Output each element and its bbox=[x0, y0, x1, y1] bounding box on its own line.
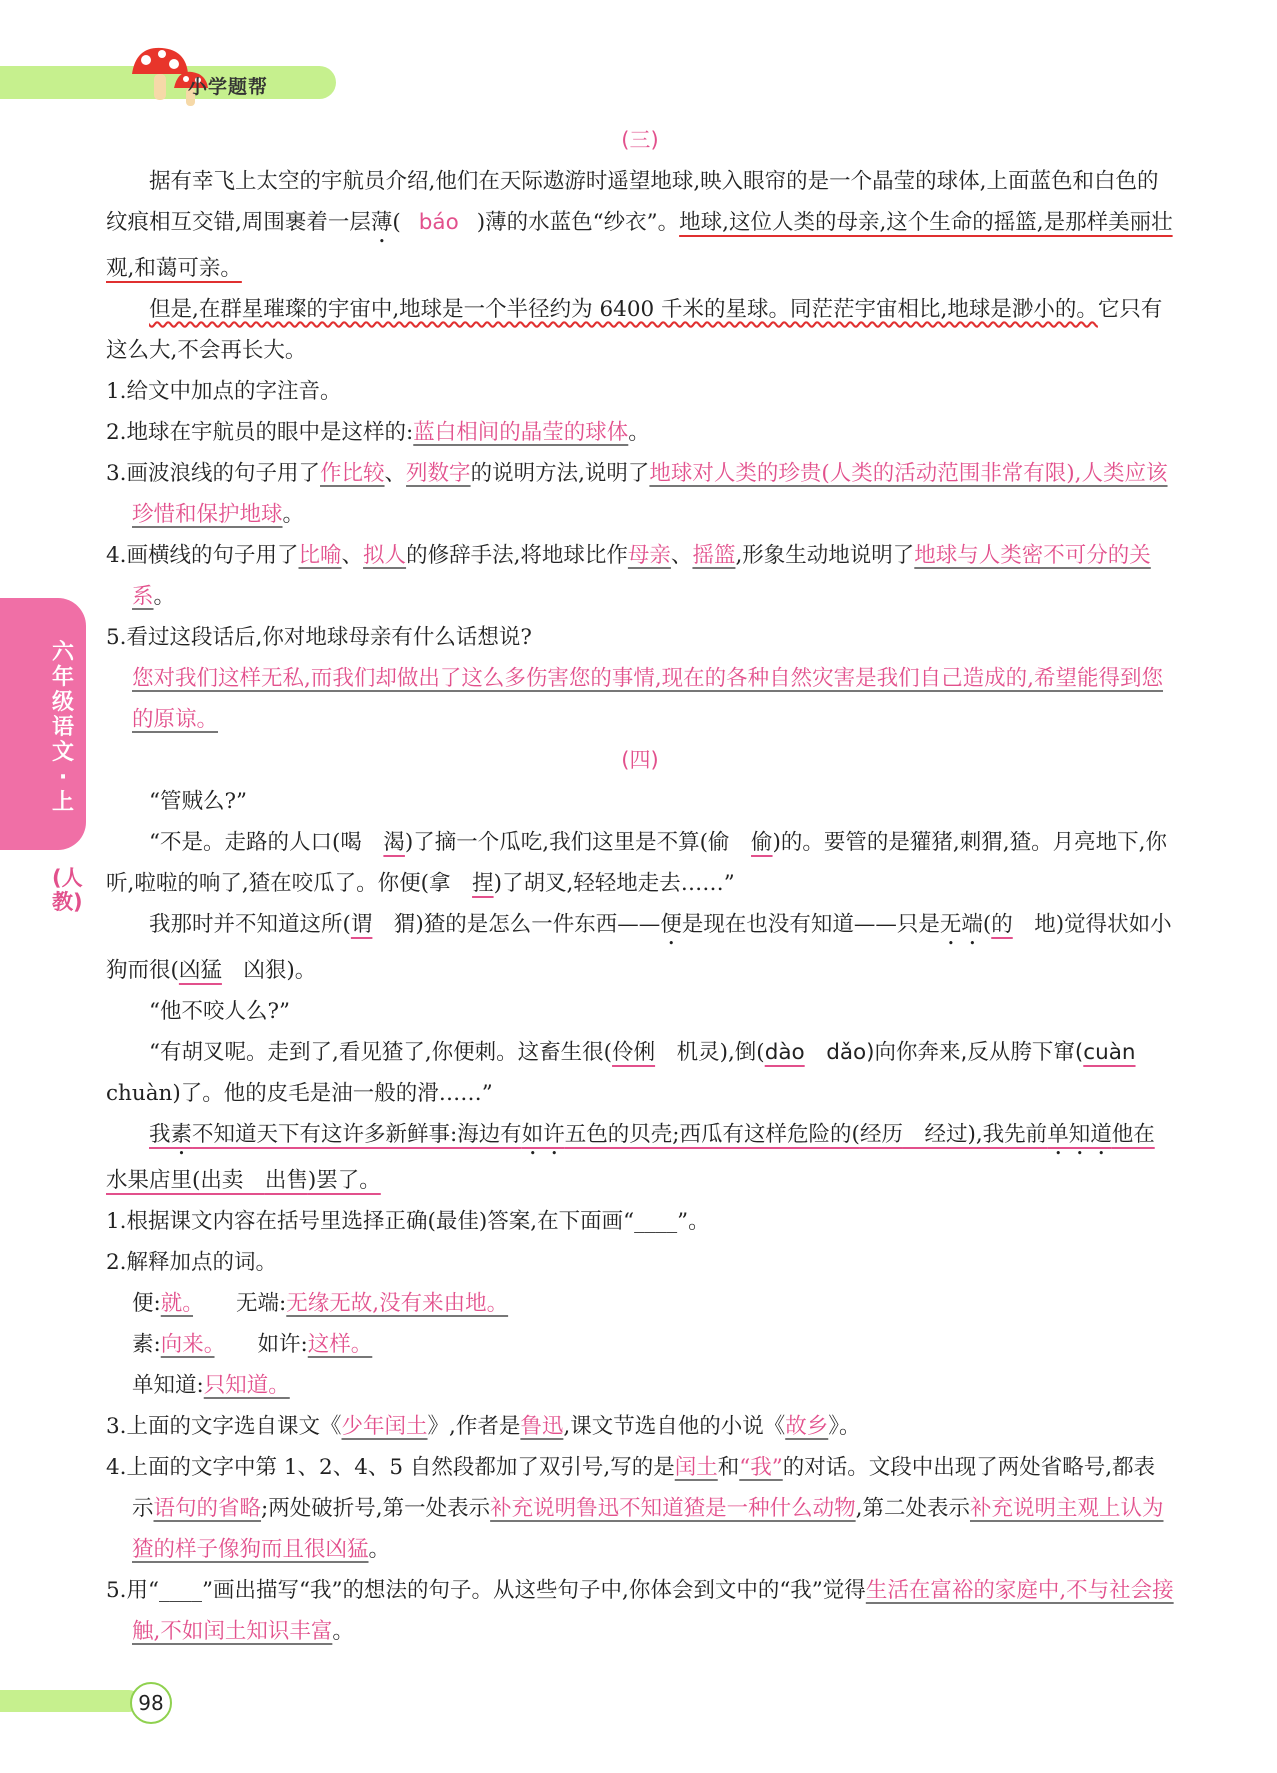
s4-line-1: “管贼么?” bbox=[149, 789, 248, 814]
page-content bbox=[106, 120, 1174, 1652]
section-title-3: (三) bbox=[621, 128, 659, 152]
s3-q5: 5.看过这段话后,你对地球母亲有什么话想说? bbox=[106, 625, 532, 650]
s4-q1: 1.根据课文内容在括号里选择正确(最佳)答案,在下面画“____”。 bbox=[106, 1209, 710, 1234]
s4-line-3: 我那时并不知道这所(谓 猬)猹的是怎么一件东西——便是现在也没有知道——只是无端(的 地)觉得状如小狗而很(凶猛 凶狠)。 bbox=[106, 912, 1172, 983]
s3-q5-answer: 您对我们这样无私,而我们却做出了这么多伤害您的事情,现在的各种自然灾害是我们自己造成的,希望能得到您的原谅。 bbox=[132, 666, 1164, 732]
s4-q5: 5.用“____”画出描写“我”的想法的句子。从这些句子中,你体会到文中的“我”觉得生活在富裕的家庭中,不与社会接触,不如闰土知识丰富。 bbox=[106, 1578, 1174, 1644]
section-title-4: (四) bbox=[621, 748, 659, 772]
s3-q3: 3.画波浪线的句子用了作比较、列数字的说明方法,说明了地球对人类的珍贵(人类的活动范围非常有限),人类应该珍惜和保护地球。 bbox=[106, 461, 1168, 527]
underlined-sentence: 地球,这位人类的母亲,这个生命的摇篮,是那样美丽壮观,和蔼可亲。 bbox=[106, 210, 1173, 281]
s4-q2: 2.解释加点的词。 bbox=[106, 1250, 278, 1275]
s3-q4: 4.画横线的句子用了比喻、拟人的修辞手法,将地球比作母亲、摇篮,形象生动地说明了地球与人类密不可分的关系。 bbox=[106, 543, 1151, 609]
s4-line-2: “不是。走路的人口(喝 渴)了摘一个瓜吃,我们这里是不算(偷 偷)的。要管的是獾猪,刺猬,猹。月亮地下,你听,啦啦的响了,猹在咬瓜了。你便(拿 捏)了胡叉,轻轻地走去……” bbox=[106, 830, 1167, 896]
s4-def-3: 单知道:只知道。 bbox=[132, 1373, 290, 1398]
side-grade-label: 六年级语文·上 bbox=[52, 640, 75, 815]
s4-q4: 4.上面的文字中第 1、2、4、5 自然段都加了双引号,写的是闰土和“我”的对话。文段中出现了两处省略号,都表示语句的省略;两处破折号,第一处表示补充说明鲁迅不知道猹是一种什么动物,第二处表示补充说明主观上认为猹的样子像狗而且很凶猛。 bbox=[106, 1455, 1164, 1562]
footer-bar bbox=[0, 1690, 140, 1712]
s3-paragraph-1: 据有幸飞上太空的宇航员介绍,他们在天际遨游时遥望地球,映入眼帘的是一个晶莹的球体,上面蓝色和白色的纹痕相互交错,周围裹着一层薄( báo )薄的水蓝色“纱衣”。地球,这位人类的母亲,这个生命的摇篮,是那样美丽壮观,和蔼可亲。 bbox=[106, 169, 1173, 281]
s4-def-2: 素:向来。 如许:这样。 bbox=[132, 1332, 373, 1357]
side-edition-label: (人教) bbox=[52, 866, 83, 914]
wavy-sentence: 但是,在群星璀璨的宇宙中,地球是一个半径约为 6400 千米的星球。同茫茫宇宙相比,地球是渺小的。 bbox=[149, 297, 1098, 322]
s3-q1: 1.给文中加点的字注音。 bbox=[106, 379, 342, 404]
s3-paragraph-2: 但是,在群星璀璨的宇宙中,地球是一个半径约为 6400 千米的星球。同茫茫宇宙相比,地球是渺小的。它只有这么大,不会再长大。 bbox=[106, 297, 1163, 363]
page-number: 98 bbox=[130, 1682, 172, 1724]
s3-q2: 2.地球在宇航员的眼中是这样的:蓝白相间的晶莹的球体。 bbox=[106, 420, 650, 445]
s4-line-6: 我素不知道天下有这许多新鲜事:海边有如许五色的贝壳;西瓜有这样危险的(经历 经过),我先前单知道他在水果店里(出卖 出售)罢了。 bbox=[106, 1122, 1155, 1193]
s4-q3: 3.上面的文字选自课文《少年闰土》,作者是鲁迅,课文节选自他的小说《故乡》。 bbox=[106, 1414, 861, 1439]
s4-line-5: “有胡叉呢。走到了,看见猹了,你便刺。这畜生很(伶俐 机灵),倒(dào dǎo)向你奔来,反从胯下窜(cuàn chuàn)了。他的皮毛是油一般的滑……” bbox=[106, 1040, 1158, 1106]
header-title: 小学题帮 bbox=[188, 76, 269, 98]
s4-line-4: “他不咬人么?” bbox=[149, 999, 291, 1024]
pinyin-answer: báo bbox=[418, 210, 459, 235]
s4-def-1: 便:就。 无端:无缘无故,没有来由地。 bbox=[132, 1291, 509, 1316]
